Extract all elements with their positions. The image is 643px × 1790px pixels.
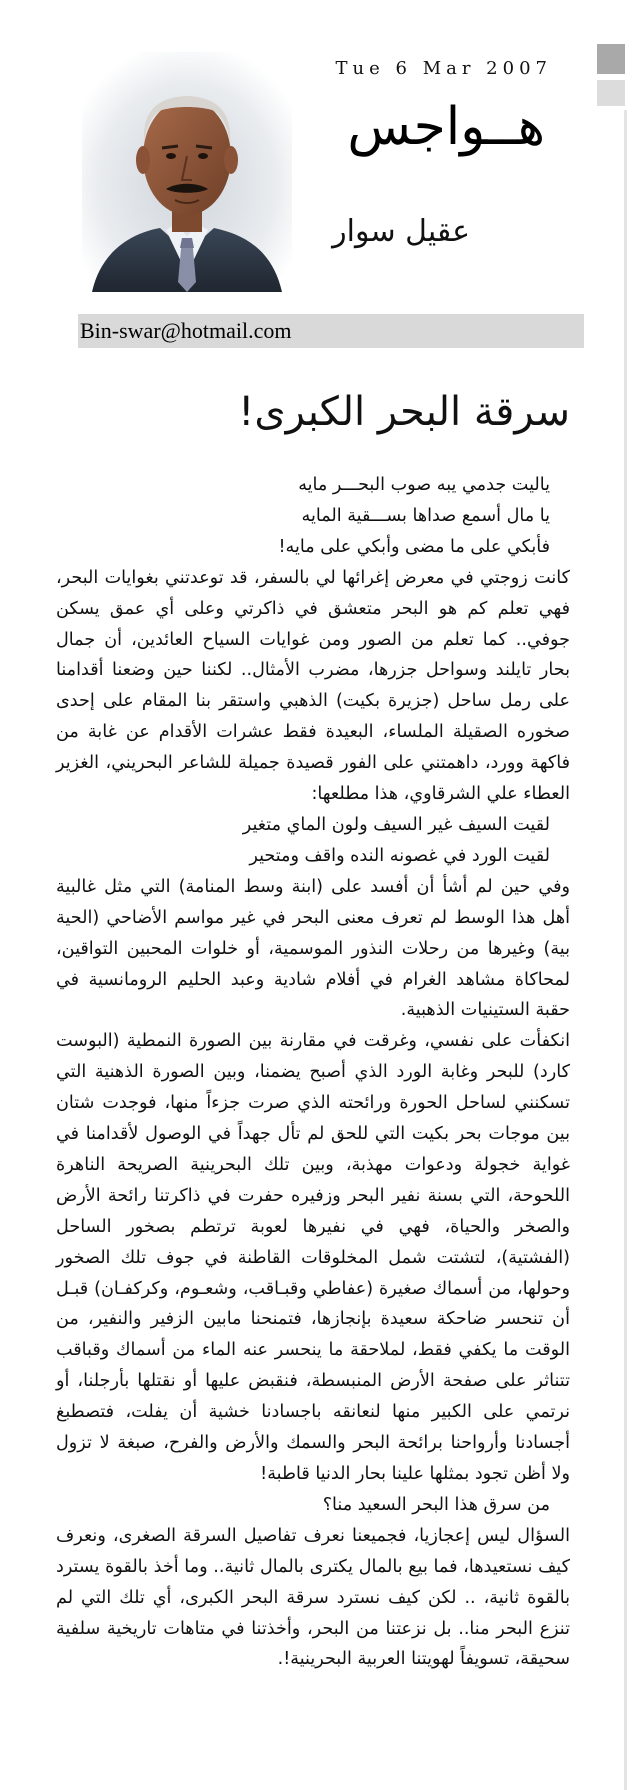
poem-line: لقيت الورد في غصونه النده واقف ومتحير [249,845,550,866]
article-paragraph: وفي حين لم أشأ أن أفسد على (ابنة وسط المنامة) التي مثل غالبية أهل هذا الوسط لم تعرف معنى البحر في غير مواسم الأضاحي (الحية بية) وغيرها من رحلات النذور الموسمية، أو خلوات المحبين التواقين، لمحاكاة مشاهد الغرام في أفلام شادية وعبد الحليم الرومانسية في حقبة الستينيات الذهبية. [56,876,570,1021]
article-question: من سرق هذا البحر السعيد منا؟ [322,1494,550,1515]
poem-line: لقيت السيف غير السيف ولون الماي متغير [242,814,550,835]
sidebar-marker-dark [597,44,625,74]
sidebar-marker-light [597,80,625,106]
verse-line: ياليت جدمي يبه صوب البحـــر مايه [298,475,550,495]
author-portrait [82,52,292,292]
author-email: Bin-swar@hotmail.com [80,318,292,343]
article-body [56,470,570,1675]
right-margin-rule [624,110,627,1790]
verse-line: يا مال أسمع صداها بســـقية المايه [301,505,550,526]
publication-date: Tue 6 Mar 2007 [335,58,552,79]
email-bar [78,314,584,348]
author-name: عقيل سوار [332,214,470,249]
article-paragraph: انكفأت على نفسي، وغرقت في مقارنة بين الصورة النمطية (البوست كارد) للبحر وغابة الورد الذي أصبح يضمنا، وبين الصورة الذهنية التي تسكنني لساحل الحورة ورائحته الذي صرت جزءاً منها، فوجدت شتان بين موجات بحر بكيت التي للحق لم تأل جهداً في الوصول لأقدامنا في غواية خجولة ودعوات مهذبة، وبين تلك البحرينية الصريحة الناهرة اللحوحة، التي بسنة نفير البحر وزفيره حفرت في ذاكرتنا رائحة الأرض والصخر والحياة، فهي في نفيرها لعوبة ترتطم بصخور الساحل (الفشتية)، لتشتت شمل المخلوقات القاطنة في جوف تلك الصخور وحولها، من أسماك صغيرة (عفاطي وقبـاقب، وشعـوم، وكركفـان) قبـل أن تنحسر ضاحكة سعيدة بإنجازها، فتمنحنا مابين الزفير والنفير، من الوقت ما يكفي فقط، لملاحقة ما ينحسر عنه الماء من أسماك وقباقب تتناثر على صفحة الأرض المنبسطة، فنقبض عليها أو نقتلها بأرجلنا، أو نرتمي على الكبير منها لنعانقه باجسادنا خشية أن يفلت، فتصطبغ أجسادنا وأرواحنا برائحة البحر والسمك والأرض والفرح، صبغة لا تزول ولا أظن تجود بمثلها علينا بحار الدنيا قاطبة! [56,1031,570,1484]
article-headline: سرقة البحر الكبرى! [238,389,570,435]
column-title: هــواجس [347,97,545,157]
verse-line: فأبكي على ما مضى وأبكي على مايه! [278,536,550,557]
article-paragraph: السؤال ليس إعجازيا، فجميعنا نعرف تفاصيل السرقة الصغرى، ونعرف كيف نستعيدها، فما بيع بالمال يكترى بالمال ثانية.. وما أخذ بالقوة يسترد بالقوة ثانية، .. لكن كيف نسترد سرقة البحر الكبرى، أي تلك التي لم تنزع البحر منا.. بل نزعتنا من البحر، وأخذتنا في متاهات تاريخية سلفية سحيقة، تسويفاً لهويتنا العربية البحرينية!. [56,1525,570,1670]
article-paragraph: كانت زوجتي في معرض إغرائها لي بالسفر، قد توعدتني بغوايات البحر، فهي تعلم كم هو البحر متعشق في ذاكرتي وعلى أي عمق يسكن جوفي.. كما تعلم من الصور ومن غوايات السياح العائدين، أن جمال بحار تايلند وسواحل جزرها، مضرب الأمثال.. لكننا حين وضعنا أقدامنا على رمل ساحل (جزيرة بكيت) الذهبي واستقر بنا المقام على إحدى صخوره الصقيلة الملساء، البعيدة فقط عشرات الأقدام عن غابة من فاكهة وورد، داهمتني على الفور قصيدة جميلة للشاعر البحريني، الغزير العطاء علي الشرقاوي، هذا مطلعها: [56,567,570,805]
